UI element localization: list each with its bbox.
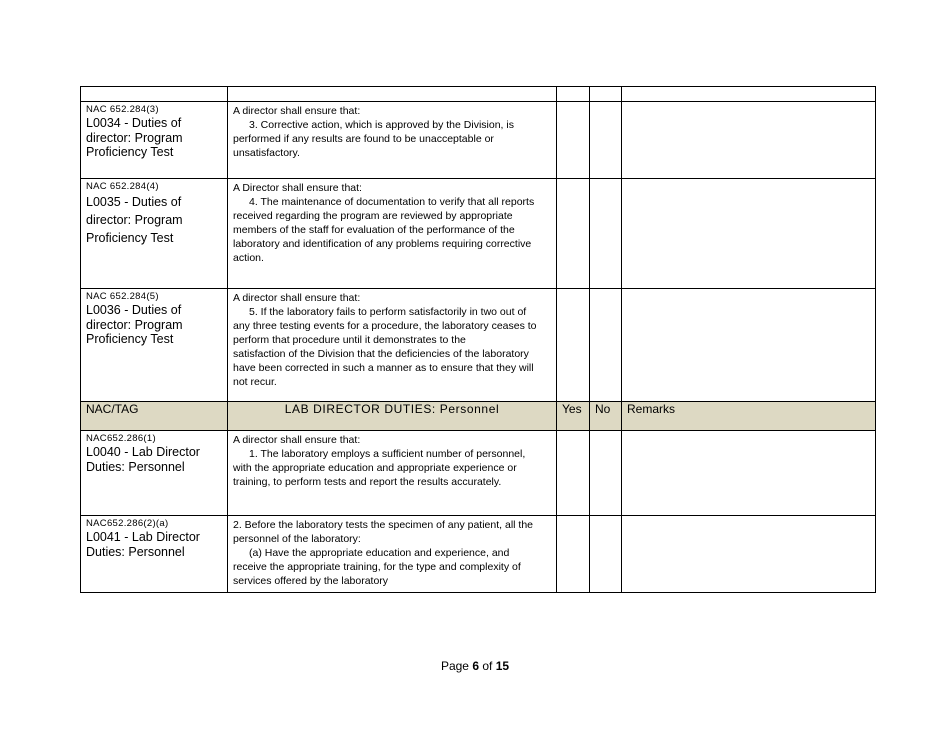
blank-cell <box>622 87 876 102</box>
no-cell[interactable] <box>590 289 622 402</box>
requirement-cell <box>228 102 557 179</box>
blank-cell <box>590 87 622 102</box>
footer-total-pages: 15 <box>495 659 510 673</box>
requirement-continuation: receive the appropriate training, for the type and complexity of services offered by the laboratory <box>233 561 521 587</box>
tag-cell <box>81 102 228 179</box>
yes-cell[interactable] <box>557 431 590 516</box>
no-cell[interactable] <box>590 516 622 593</box>
remarks-cell[interactable] <box>622 179 876 289</box>
footer-page-label: Page <box>440 659 469 673</box>
table-row <box>81 431 876 516</box>
footer-current-page: 6 <box>472 659 479 673</box>
page-footer <box>0 659 950 673</box>
tag-title: L0035 - Duties of director: Program Proficiency Test <box>86 195 183 245</box>
table-row <box>81 102 876 179</box>
nac-reference: NAC 652.284(4) <box>86 181 159 192</box>
header-yes: Yes <box>557 402 590 431</box>
checklist-table <box>80 86 876 593</box>
tag-cell <box>81 179 228 289</box>
blank-cell <box>228 87 557 102</box>
requirement-item: 4. The maintenance of documentation to verify that all reports <box>249 196 535 208</box>
requirement-lead: 2. Before the laboratory tests the specimen of any patient, all the personnel of the laboratory: <box>233 519 534 545</box>
table-row <box>81 289 876 402</box>
nac-reference: NAC 652.284(3) <box>86 104 159 115</box>
requirement-continuation: satisfaction of the Division that the deficiencies of the laboratory have been corrected in such a manner as to ensure that they will not recur. <box>233 348 534 388</box>
requirement-cell <box>228 516 557 593</box>
tag-title: L0040 - Lab Director Duties: Personnel <box>86 445 200 474</box>
no-cell[interactable] <box>590 179 622 289</box>
header-no: No <box>590 402 622 431</box>
tag-title: L0041 - Lab Director Duties: Personnel <box>86 530 200 559</box>
requirement-cell <box>228 179 557 289</box>
header-remarks: Remarks <box>622 402 876 431</box>
requirement-cell <box>228 289 557 402</box>
requirement-item: 3. Corrective action, which is approved by the Division, is <box>249 119 514 131</box>
blank-top-row <box>81 87 876 102</box>
yes-cell[interactable] <box>557 102 590 179</box>
requirement-continuation: any three testing events for a procedure, the laboratory ceases to perform that procedure until it demonstrates to the <box>233 320 537 346</box>
no-cell[interactable] <box>590 431 622 516</box>
tag-cell <box>81 431 228 516</box>
requirement-lead: A director shall ensure that: <box>233 105 361 117</box>
remarks-cell[interactable] <box>622 102 876 179</box>
table-row <box>81 179 876 289</box>
tag-cell <box>81 289 228 402</box>
tag-title: L0036 - Duties of director: Program Proficiency Test <box>86 303 183 346</box>
yes-cell[interactable] <box>557 179 590 289</box>
no-cell[interactable] <box>590 102 622 179</box>
header-section-title: LAB DIRECTOR DUTIES: Personnel <box>228 402 557 431</box>
requirement-continuation: with the appropriate education and appropriate experience or training, to perform tests and report the results accurately. <box>233 462 517 488</box>
requirement-item: 1. The laboratory employs a sufficient number of personnel, <box>249 448 526 460</box>
section-header-row <box>81 402 876 431</box>
requirement-lead: A Director shall ensure that: <box>233 182 362 194</box>
requirement-lead: A director shall ensure that: <box>233 292 361 304</box>
requirement-continuation: received regarding the program are reviewed by appropriate members of the staff for evaluation of the performance of the laboratory and identification of any problems requiring corrective action. <box>233 210 532 264</box>
requirement-continuation: performed if any results are found to be unacceptable or unsatisfactory. <box>233 133 494 159</box>
requirement-item: (a) Have the appropriate education and experience, and <box>249 547 510 559</box>
tag-cell <box>81 516 228 593</box>
nac-reference: NAC 652.284(5) <box>86 291 159 302</box>
tag-title: L0034 - Duties of director: Program Proficiency Test <box>86 116 183 159</box>
blank-cell <box>81 87 228 102</box>
header-nac-tag: NAC/TAG <box>81 402 228 431</box>
blank-cell <box>557 87 590 102</box>
remarks-cell[interactable] <box>622 289 876 402</box>
yes-cell[interactable] <box>557 289 590 402</box>
footer-of-label: of <box>482 659 493 673</box>
nac-reference: NAC652.286(2)(a) <box>86 518 169 529</box>
remarks-cell[interactable] <box>622 516 876 593</box>
requirement-lead: A director shall ensure that: <box>233 434 361 446</box>
requirement-item: 5. If the laboratory fails to perform satisfactorily in two out of <box>249 306 527 318</box>
remarks-cell[interactable] <box>622 431 876 516</box>
table-row <box>81 516 876 593</box>
requirement-cell <box>228 431 557 516</box>
nac-reference: NAC652.286(1) <box>86 433 156 444</box>
yes-cell[interactable] <box>557 516 590 593</box>
